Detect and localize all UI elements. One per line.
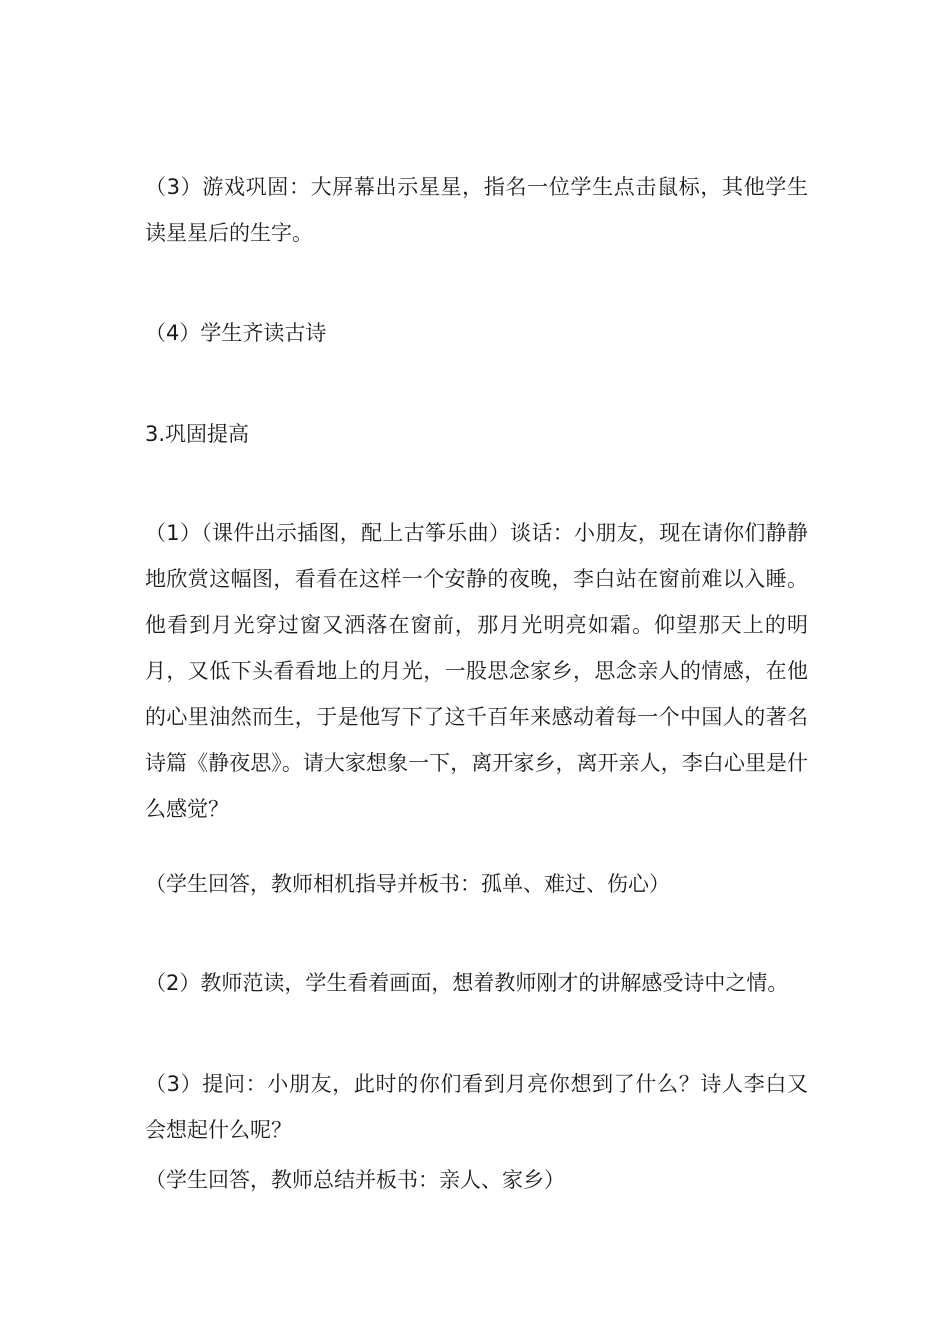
section-heading-consolidate-improve: 3.巩固提高 xyxy=(145,422,250,446)
paragraph-teacher-reading: （2）教师范读，学生看着画面，想着教师刚才的讲解感受诗中之情。 xyxy=(145,971,789,995)
paragraph-student-answer-2: （学生回答，教师总结并板书：亲人、家乡） xyxy=(145,1168,565,1192)
paragraph-courseware-talk: （1）（课件出示插图，配上古筝乐曲）谈话：小朋友，现在请你们静静地欣赏这幅图，看看在这样一个安静的夜晚，李白站在窗前难以入睡。他看到月光穿过窗又洒落在窗前，那月光明亮如霜。仰望那天上的明月，又低下头看看地上的月光，一股思念家乡，思念亲人的情感，在他的心里油然而生，于是他写下了这千百年来感动着每一个中国人的著名诗篇《静夜思》。请大家想象一下，离开家乡，离开亲人，李白心里是什么感觉？ xyxy=(145,521,808,821)
paragraph-student-answer-1: （学生回答，教师相机指导并板书：孤单、难过、伤心） xyxy=(145,872,670,896)
paragraph-read-poem: （4）学生齐读古诗 xyxy=(145,321,327,345)
paragraph-question: （3）提问：小朋友，此时的你们看到月亮你想到了什么？诗人李白又会想起什么呢？ xyxy=(145,1072,808,1142)
paragraph-game-consolidation: （3）游戏巩固：大屏幕出示星星，指名一位学生点击鼠标，其他学生读星星后的生字。 xyxy=(145,175,808,245)
